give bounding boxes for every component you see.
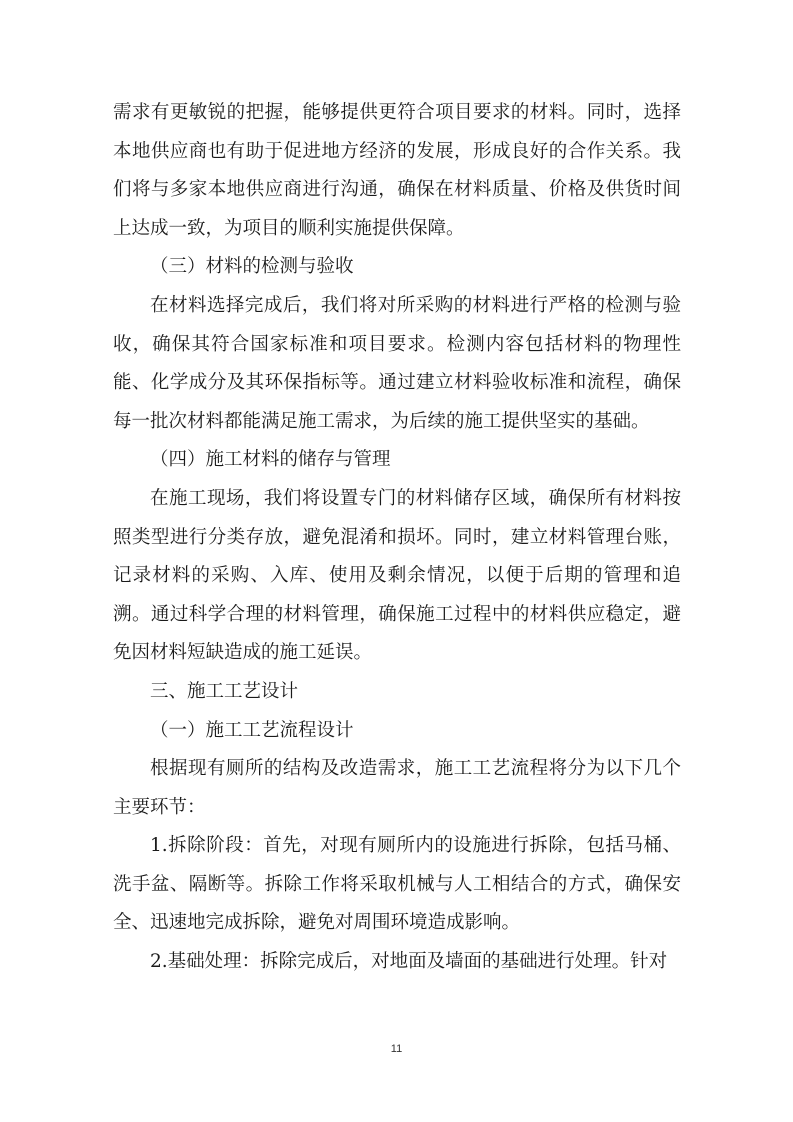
page-number: 11	[390, 1043, 403, 1055]
document-body	[113, 94, 681, 982]
paragraph-process-flow-intro: 根据现有厕所的结构及改造需求，施工工艺流程将分为以下几个主要环节：	[113, 758, 681, 818]
paragraph-material-storage: 在施工现场，我们将设置专门的材料储存区域，确保所有材料按照类型进行分类存放，避免混淆和损坏。同时，建立材料管理台账，记录材料的采购、入库、使用及剩余情况，以便于后期的管理和追溯。通过科学合理的材料管理，确保施工过程中的材料供应稳定，避免因材料短缺造成的施工延误。	[113, 487, 681, 664]
paragraph-material-inspection: 在材料选择完成后，我们将对所采购的材料进行严格的检测与验收，确保其符合国家标准和项目要求。检测内容包括材料的物理性能、化学成分及其环保指标等。通过建立材料验收标准和流程，确保每一批次材料都能满足施工需求，为后续的施工提供坚实的基础。	[113, 294, 681, 432]
subheading-process-flow-design: （一）施工工艺流程设计	[150, 719, 354, 741]
paragraph-foundation-treatment: 2.基础处理：拆除完成后，对地面及墙面的基础进行处理。针对	[150, 951, 668, 973]
heading-construction-process-design: 三、施工工艺设计	[150, 680, 299, 702]
subheading-material-storage: （四）施工材料的储存与管理	[150, 449, 391, 471]
paragraph-demolition-stage: 1.拆除阶段：首先，对现有厕所内的设施进行拆除，包括马桶、洗手盆、隔断等。拆除工作将采取机械与人工相结合的方式，确保安全、迅速地完成拆除，避免对周围环境造成影响。	[113, 835, 681, 934]
subheading-material-inspection: （三）材料的检测与验收	[150, 256, 354, 278]
paragraph-supplier-relations: 需求有更敏锐的把握，能够提供更符合项目要求的材料。同时，选择本地供应商也有助于促进地方经济的发展，形成良好的合作关系。我们将与多家本地供应商进行沟通，确保在材料质量、价格及供货时间上达成一致，为项目的顺利实施提供保障。	[113, 102, 681, 239]
